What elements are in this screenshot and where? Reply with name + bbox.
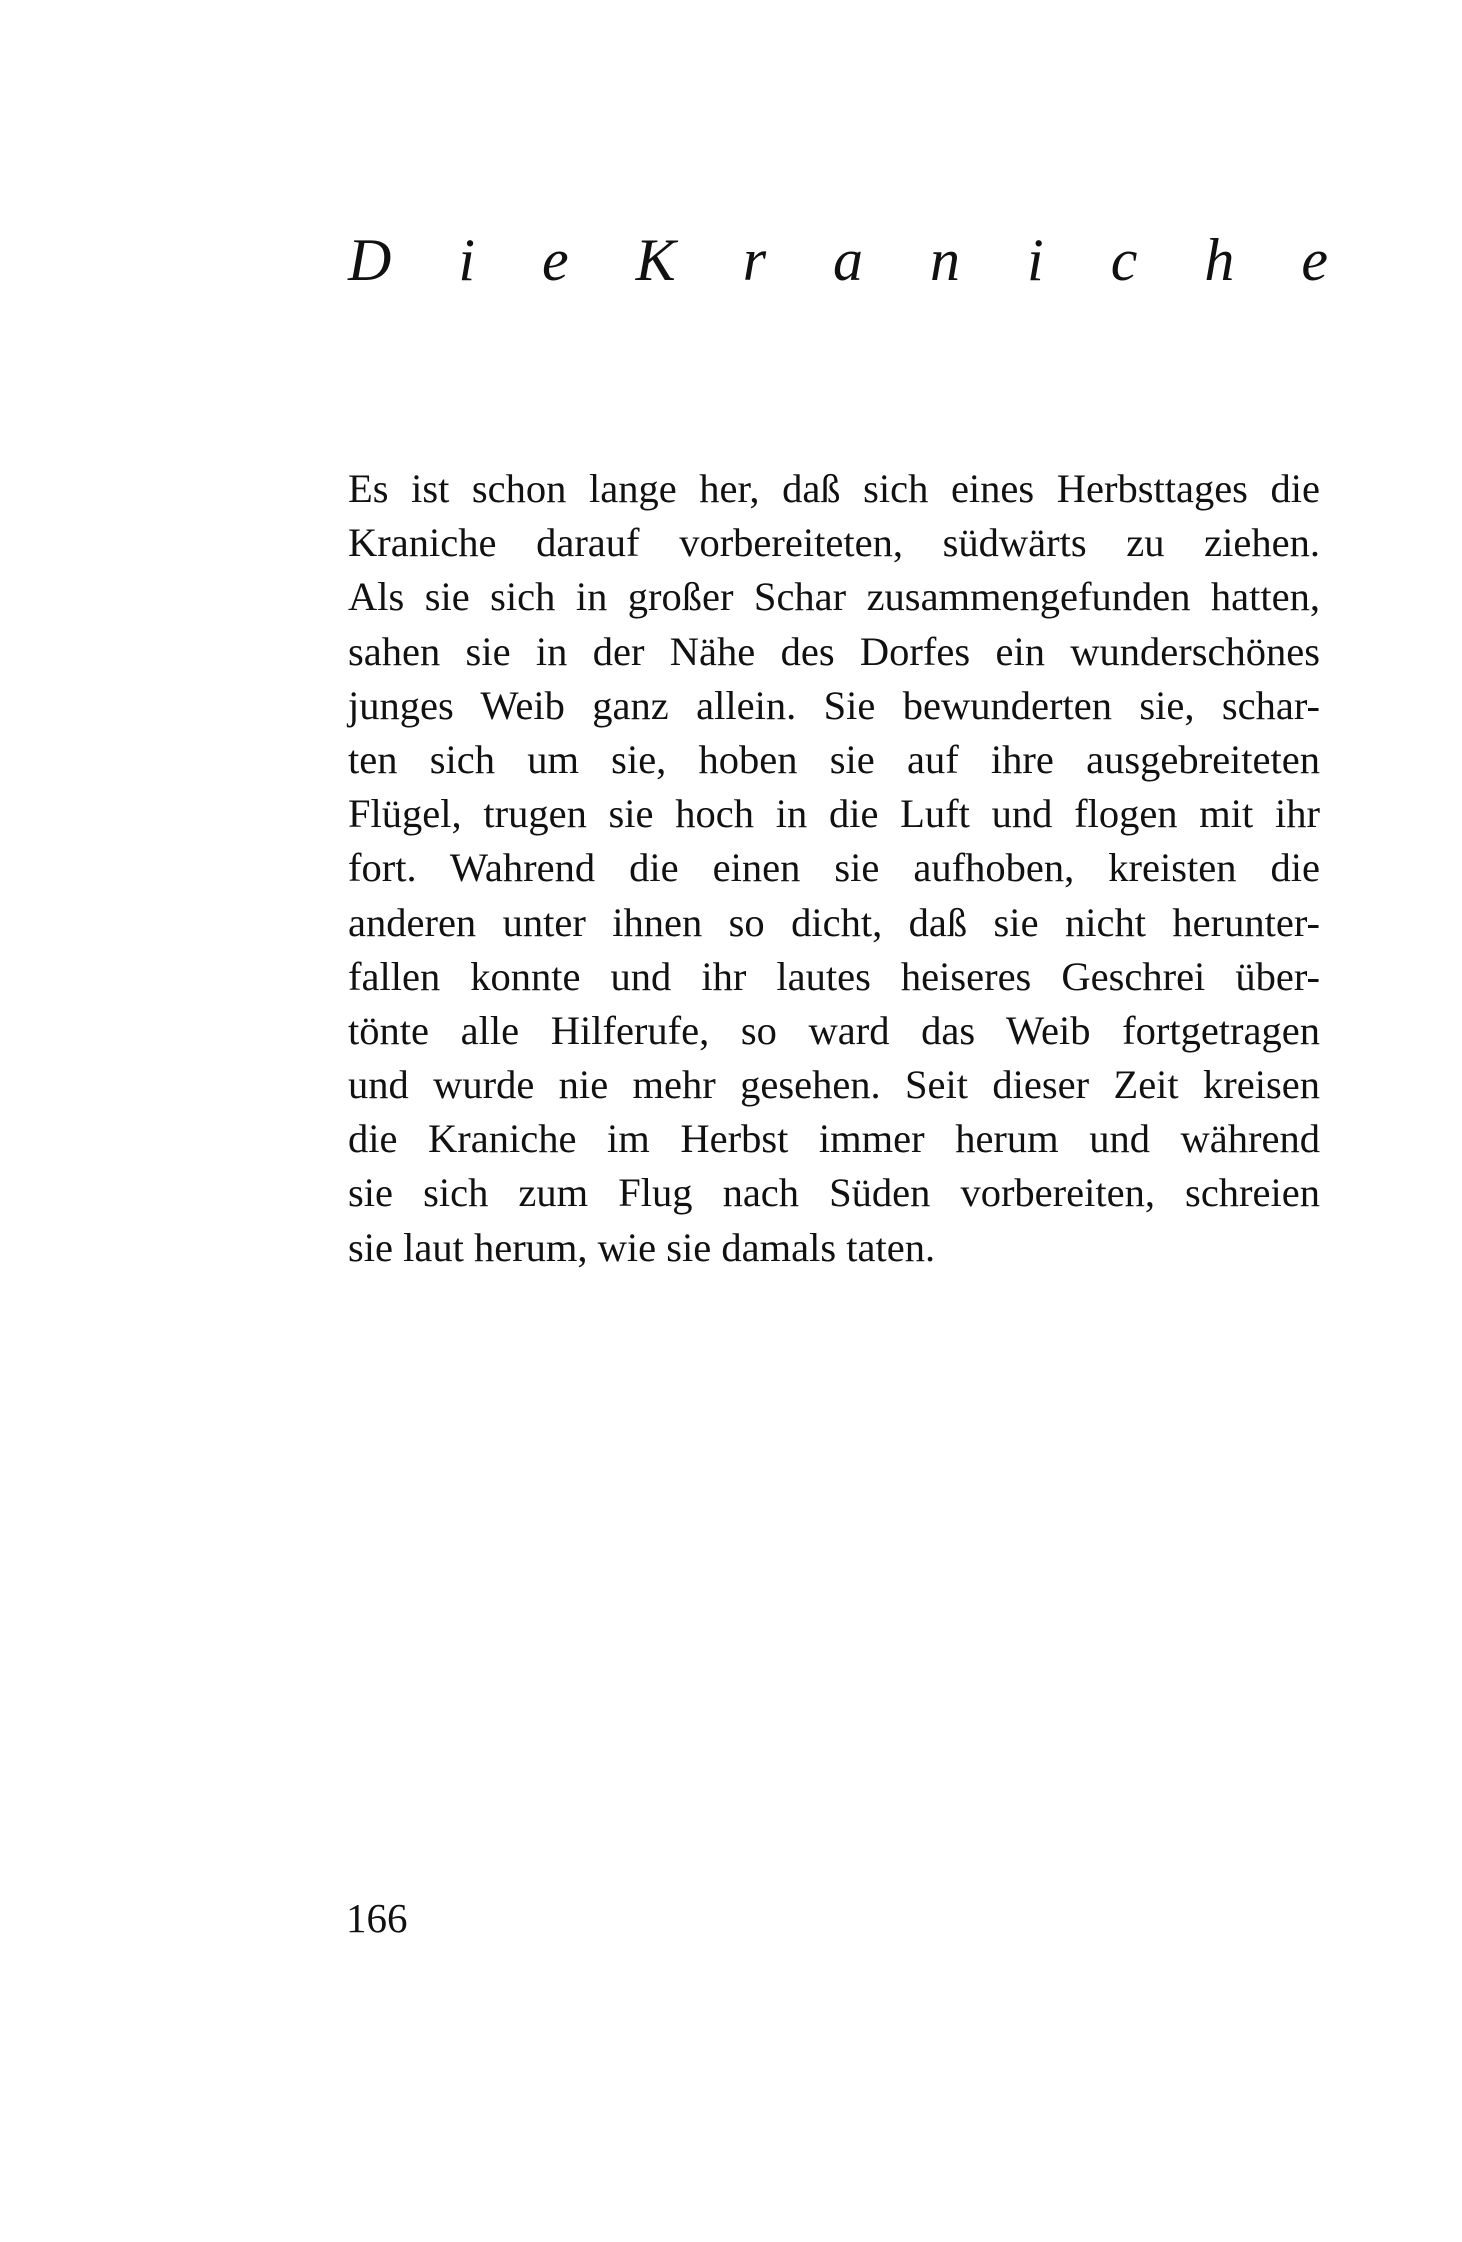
title-letter: i bbox=[1027, 227, 1044, 293]
title-letter: r bbox=[742, 227, 767, 293]
chapter-title bbox=[348, 220, 1328, 300]
title-letter: n bbox=[930, 227, 961, 293]
text-line: Als sie sich in großer Schar zusammengefunden hatten, bbox=[348, 574, 1320, 620]
text-line: sie laut herum, wie sie damals taten. bbox=[348, 1224, 936, 1270]
text-line: sahen sie in der Nähe des Dorfes ein wunderschönes bbox=[348, 628, 1320, 674]
title-letter: c bbox=[1110, 227, 1138, 293]
text-line: anderen unter ihnen so dicht, daß sie nicht herunter- bbox=[348, 899, 1320, 945]
text-line: fort. Wahrend die einen sie aufhoben, kreisten die bbox=[348, 845, 1320, 891]
text-line: junges Weib ganz allein. Sie bewunderten sie, schar- bbox=[348, 682, 1320, 728]
text-line: Kraniche darauf vorbereiteten, südwärts zu ziehen. bbox=[348, 520, 1320, 566]
title-letter: a bbox=[833, 227, 864, 293]
title-letter: i bbox=[458, 227, 476, 293]
text-line: tönte alle Hilferufe, so ward das Weib fortgetragen bbox=[348, 1007, 1320, 1053]
title-letter: e bbox=[542, 227, 569, 293]
text-line: fallen konnte und ihr lautes heiseres Geschrei über- bbox=[348, 953, 1320, 999]
title-letter: D bbox=[348, 227, 392, 293]
text-line: sie sich zum Flug nach Süden vorbereiten, schreien bbox=[348, 1170, 1320, 1216]
text-line: ten sich um sie, hoben sie auf ihre ausgebreiteten bbox=[348, 736, 1320, 782]
text-line: und wurde nie mehr gesehen. Seit dieser Zeit kreisen bbox=[348, 1062, 1320, 1108]
text-line: Es ist schon lange her, daß sich eines Herbsttages die bbox=[348, 466, 1320, 511]
title-letter: h bbox=[1204, 227, 1235, 293]
text-line: Flügel, trugen sie hoch in die Luft und flogen mit ihr bbox=[348, 791, 1320, 837]
story-paragraph bbox=[348, 462, 1320, 1275]
page-number: 166 bbox=[346, 1895, 408, 1941]
text-line: die Kraniche im Herbst immer herum und während bbox=[348, 1116, 1320, 1162]
title-letter: e bbox=[1301, 227, 1328, 293]
title-letter: K bbox=[635, 227, 676, 293]
